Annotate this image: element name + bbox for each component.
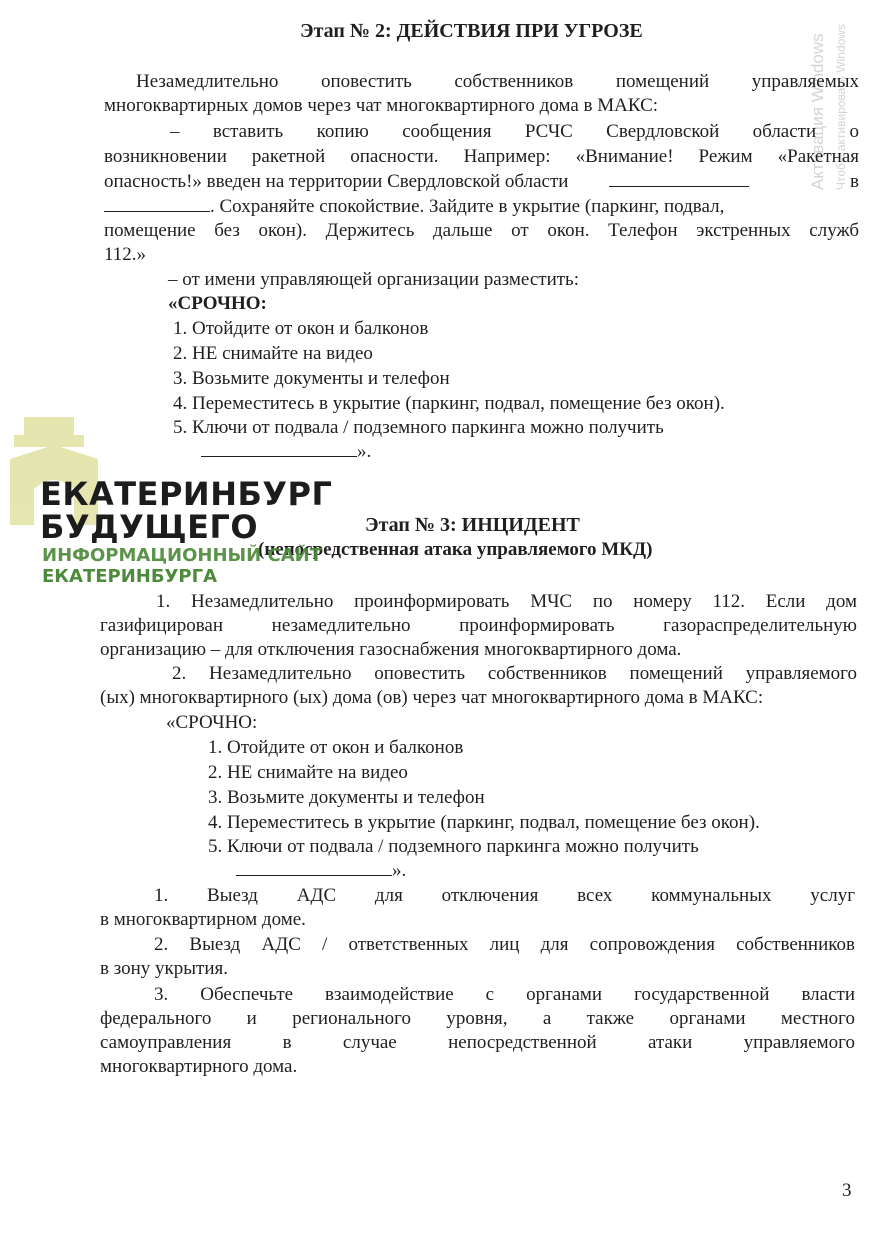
stage3-q3-line4: многоквартирного дома. <box>100 1056 298 1077</box>
stage3-list-item-5: 5. Ключи от подвала / подземного паркинга можно получить <box>208 836 699 857</box>
blank-field-keys-location-2 <box>236 859 392 876</box>
stage2-list-item-1: 1. Отойдите от окон и балконов <box>173 318 429 339</box>
logo-title-line2: БУДУЩЕГО <box>40 508 259 546</box>
stage2-list-item-2: 2. НЕ снимайте на видео <box>173 343 373 364</box>
blank-field-time <box>104 195 210 212</box>
stage3-q2-line2: в зону укрытия. <box>100 958 228 979</box>
stage2-insert-line1: – вставить копию сообщения РСЧС Свердловской области о <box>170 121 859 142</box>
stage3-urgent-label: «СРОЧНО: <box>166 712 258 733</box>
stage2-intro-line1: Незамедлительно оповестить собственников помещений управляемых <box>136 71 859 92</box>
stage3-list-item-1: 1. Отойдите от окон и балконов <box>208 737 464 758</box>
stage2-insert-line5: помещение без окон). Держитесь дальше от окон. Телефон экстренных служб <box>104 220 859 241</box>
stage2-insert-line2: возникновении ракетной опасности. Например: «Внимание! Режим «Ракетная <box>104 146 859 167</box>
windows-activation-line1: Активация Windows <box>808 33 827 190</box>
stage2-list-item-5: 5. Ключи от подвала / подземного паркинга можно получить <box>173 417 664 438</box>
stage3-list-item-4: 4. Переместитесь в укрытие (паркинг, подвал, помещение без окон). <box>208 812 760 833</box>
stage3-q3-line3: самоуправления в случае непосредственной атаки управляемого <box>100 1032 855 1053</box>
logo-title-line1: ЕКАТЕРИНБУРГ <box>40 475 333 513</box>
stage2-list-item-4: 4. Переместитесь в укрытие (паркинг, подвал, помещение без окон). <box>173 393 725 414</box>
stage3-p2-line1: 2. Незамедлительно оповестить собственников помещений управляемого <box>172 663 857 684</box>
stage2-post-line: – от имени управляющей организации разместить: <box>168 269 579 290</box>
stage3-p1-line3: организацию – для отключения газоснабжения многоквартирного дома. <box>100 639 682 660</box>
blank-field-keys-location <box>201 440 357 457</box>
stage3-p1-line2: газифицирован незамедлительно проинформировать газораспределительную <box>100 615 857 636</box>
logo-subtitle-line1: ИНФОРМАЦИОННЫЙ САЙТ <box>42 545 322 566</box>
stage3-p2-line2: (ых) многоквартирного (ых) дома (ов) через чат многоквартирного дома в МАКС: <box>100 687 764 708</box>
stage3-heading: Этап № 3: ИНЦИДЕНТ <box>365 514 580 536</box>
stage2-heading: Этап № 2: ДЕЙСТВИЯ ПРИ УГРОЗЕ <box>300 20 643 42</box>
stage3-q1-line2: в многоквартирном доме. <box>100 909 306 930</box>
stage2-list-item-3: 3. Возьмите документы и телефон <box>173 368 450 389</box>
stage3-q3-line1: 3. Обеспечьте взаимодействие с органами государственной власти <box>154 984 855 1005</box>
stage2-urgent-label: «СРОЧНО: <box>168 293 267 314</box>
stage2-insert-line6: 112.» <box>104 244 147 265</box>
logo-subtitle-line2: ЕКАТЕРИНБУРГА <box>42 566 218 587</box>
stage3-list-item-5-end: ». <box>236 859 406 883</box>
windows-activation-line2: Чтобы активировать Windows <box>834 24 848 190</box>
stage3-list-item-3: 3. Возьмите документы и телефон <box>208 787 485 808</box>
stage3-q3-line2: федерального и регионального уровня, а также органами местного <box>100 1008 855 1029</box>
stage2-insert-line3: опасность!» введен на территории Свердловской области в <box>104 171 859 192</box>
stage3-subheading: (непосредственная атака управляемого МКД) <box>258 539 653 560</box>
stage2-insert-line4: . Сохраняйте спокойствие. Зайдите в укрытие (паркинг, подвал, <box>104 195 724 219</box>
page-number: 3 <box>842 1180 852 1201</box>
stage3-p1-line1: 1. Незамедлительно проинформировать МЧС по номеру 112. Если дом <box>156 591 857 612</box>
blank-field-date <box>609 170 749 187</box>
stage3-list-item-2: 2. НЕ снимайте на видео <box>208 762 408 783</box>
stage2-list-item-5-end: ». <box>201 440 371 464</box>
stage2-intro-line2: многоквартирных домов через чат многоквартирного дома в МАКС: <box>104 95 659 116</box>
stage3-q1-line1: 1. Выезд АДС для отключения всех коммунальных услуг <box>154 885 855 906</box>
stage3-q2-line1: 2. Выезд АДС / ответственных лиц для сопровождения собственников <box>154 934 855 955</box>
